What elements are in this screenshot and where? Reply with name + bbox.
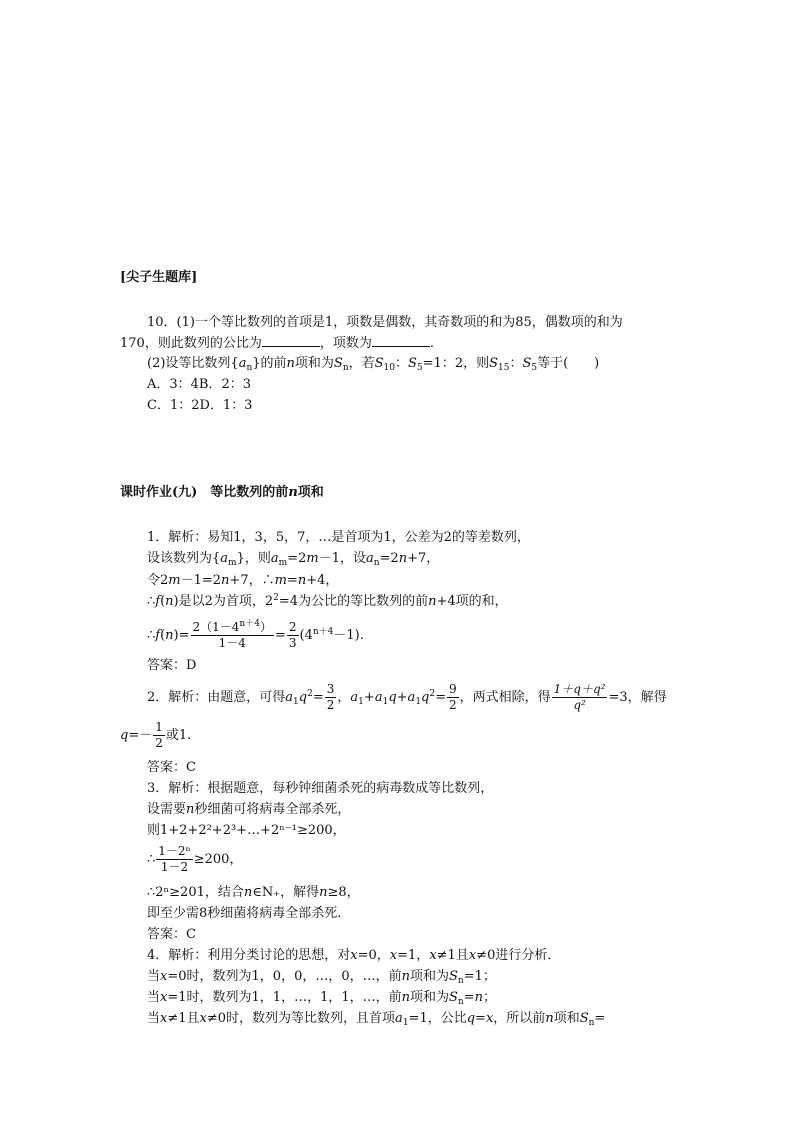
a3-answer: 答案：C	[147, 927, 196, 942]
a3-line2: 设需要n秒细菌可将病毒全部杀死，	[147, 802, 351, 817]
a1-line1: 1．解析：易知1，3，5，7，…是首项为1，公差为2的等差数列，	[147, 530, 530, 545]
a4-line3: 当x=1时，数列为1，1，…，1，1，…，前n项和为$S_n=n$；	[147, 990, 496, 1007]
a3-line6: 即至少需8秒细菌将病毒全部杀死．	[147, 906, 351, 921]
a3-line4: ∴ $\frac{\text{1－2ⁿ}}{1-2}$ ≥200，	[147, 844, 243, 874]
answer-blank	[262, 334, 320, 347]
a1-answer: 答案：D	[147, 658, 197, 673]
a2-line2: q=－ $\frac{1}{2}$ 或1.	[120, 720, 192, 750]
fraction: $\frac{3}{2}$	[326, 682, 335, 712]
a4-line4: 当x≠1且x≠0时，数列为等比数列，且首项$a_1=1$，公比q=x，所以前n项和$S_n=$	[147, 1011, 606, 1028]
a2-line1: 2．解析：由题意，可得$a_1q^2=$ $\frac{3}{2}$ ，$a_1+a_1q+a_1q^2=$ $\frac{9}{2}$ ，两式相除，得 $\frac{\text{1＋q＋q²}}{\text{q²}}$ =3，解得	[147, 682, 667, 712]
a3-line3: 则1+2+2²+2³+…+2ⁿ⁻¹≥200，	[147, 823, 346, 838]
a1-line2: 设该数列为$\{a_m\}$，则$a_m=2m-1$，设$a_n=2n+7$，	[147, 551, 440, 568]
answer-blank	[372, 334, 430, 347]
q10-line2: 170，则此数列的公比为 ，项数为 .	[120, 336, 434, 351]
fraction: $\frac{2}{3}$	[288, 620, 297, 650]
a2-answer: 答案：C	[147, 760, 196, 775]
section-title-topbank: [尖子生题库]	[120, 270, 198, 285]
fraction: $\frac{1}{2}$	[155, 720, 163, 750]
q10-part2: (2)设等比数列$\{a_n\}$的前n项和为$S_n$，若$S_{10}$：$S_5=1$：2，则$S_{15}$：$S_5$等于( )	[147, 356, 600, 373]
fraction: $\frac{\text{1＋q＋q²}}{\text{q²}}$	[553, 682, 606, 712]
fraction: $\frac{\text{1－2ⁿ}}{1-2}$	[158, 844, 191, 874]
a1-line3: 令2m－1=2n+7，∴m=n+4，	[147, 573, 339, 588]
a3-line1: 3．解析：根据题意，每秒钟细菌杀死的病毒数成等比数列，	[147, 781, 494, 796]
q10-choices-ab: A．3：4B．2：3	[147, 377, 252, 392]
section-title-homework: 课时作业(九) 等比数列的前n项和	[120, 485, 324, 500]
a1-line4: ∴f(n)是以2为首项，$2^2=4$为公比的等比数列的前n+4项的和，	[147, 593, 508, 609]
q10-choices-cd: C．1：2D．1：3	[147, 398, 253, 413]
a4-line2: 当x=0时，数列为1，0，0，…，0，…，前n项和为$S_n=1$；	[147, 969, 496, 986]
fraction: $\frac{9}{2}$	[449, 682, 457, 712]
fraction: $\frac{2(1-4^{n+4})}{1-4}$	[192, 619, 272, 650]
a4-line1: 4．解析：利用分类讨论的思想，对x=0，x=1，x≠1且x≠0进行分析．	[147, 948, 561, 963]
a3-line5: ∴2ⁿ≥201，结合n∈N₊，解得n≥8，	[147, 885, 360, 900]
q10-line1: 10．(1)一个等比数列的首项是1，项数是偶数，其奇数项的和为85，偶数项的和为	[147, 315, 623, 330]
a1-line5-formula: ∴f(n)= $\frac{2(1-4^{n+4})}{1-4}$ = $\frac{2}{3}$ $(4^{n+4}-1)$.	[147, 619, 364, 650]
